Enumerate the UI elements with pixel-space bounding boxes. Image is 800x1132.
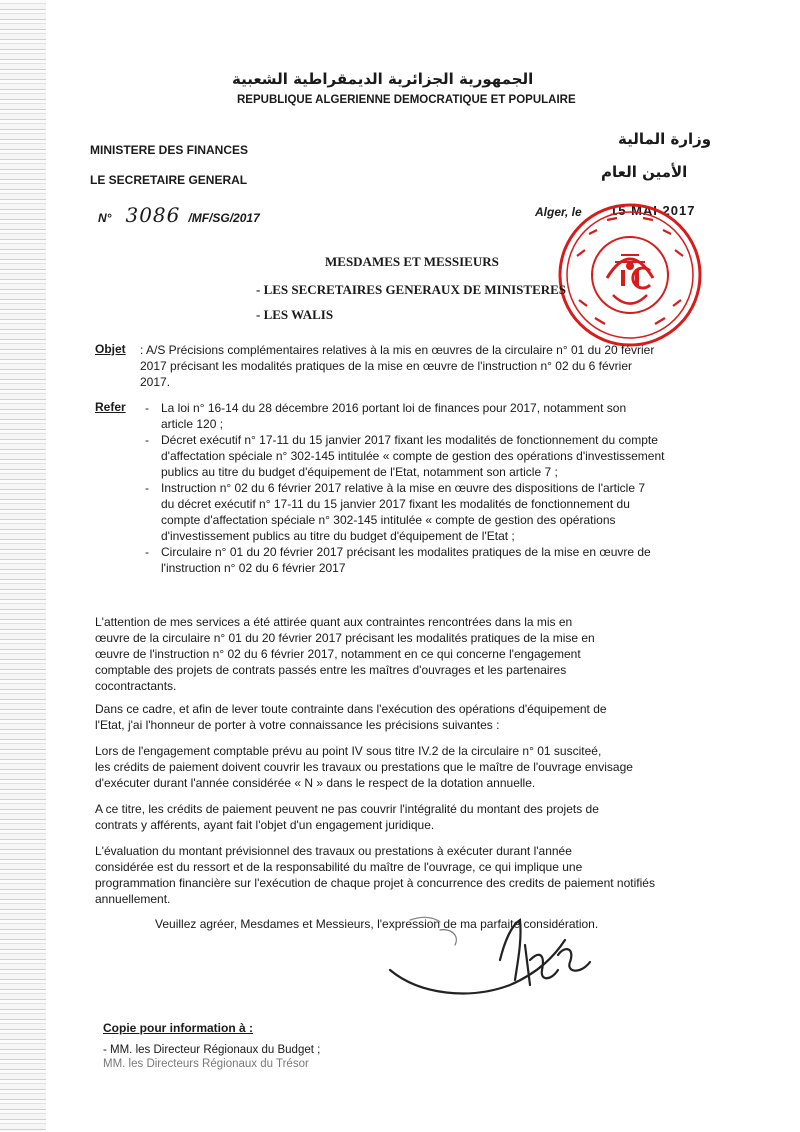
reference-line: d'investissement publics au titre du budget d'équipement de l'Etat ; [161,529,515,543]
reference-line: d'affectation spéciale n° 302-145 intitulée « compte de gestion des opérations d'investissement [161,449,665,463]
paragraph-line: d'exécuter durant l'année considérée « N » dans le respect de la dotation annuelle. [95,776,536,790]
handwritten-signature [380,900,610,1010]
copy-item: MM. les Directeurs Régionaux du Trésor [103,1058,309,1070]
paragraph-line: Lors de l'engagement comptable prévu au point IV sous titre IV.2 de la circulaire n° 01 susciteé, [95,744,602,758]
paragraph-line: L'attention de mes services a été attirée quant aux contraintes rencontrées dans la mis en [95,615,573,629]
paragraph-line: Dans ce cadre, et afin de lever toute contrainte dans l'exécution des opérations d'équipement de [95,702,607,716]
reference-line: - La loi n° 16-14 du 28 décembre 2016 portant loi de finances pour 2017, notamment son [161,401,627,415]
reference-number [98,203,260,227]
secretary-general-fr: LE SECRETAIRE GENERAL [90,173,248,187]
reference-line: - Décret exécutif n° 17-11 du 15 janvier 2017 fixant les modalités de fonctionnement du compte [161,433,658,447]
reference-handwritten-number: 3086 [125,203,181,227]
paragraph-line: contrats y afférents, ayant fait l'objet d'un engagement juridique. [95,818,435,832]
paragraph-line: annuellement. [95,892,171,906]
object-line: 2017. [140,375,171,389]
scan-left-border [0,0,46,1132]
paragraph-evaluation [95,843,655,907]
ministry-name-fr: MINISTERE DES FINANCES [90,143,249,157]
paragraph-line: considérée est du ressort et de la responsabilité du maître de l'ouvrage, ce qui implique une [95,860,583,874]
reference-suffix: /MF/SG/2017 [188,211,260,225]
addressee-secretaries: - LES SECRETAIRES GENERAUX DE MINISTERES [256,282,567,297]
reference-line: article 120 ; [161,417,224,431]
paragraph-credits [95,801,599,833]
copy-label: Copie pour information à : [103,1021,253,1035]
paragraph-line: l'Etat, j'ai l'honneur de porter à votre connaissance les précisions suivantes : [95,718,500,732]
french-republic-header: REPUBLIQUE ALGERIENNE DEMOCRATIQUE ET POPULAIRE [237,94,576,106]
object-line: : A/S Précisions complémentaires relatives à la mis en œuvres de la circulaire n° 01 du 20 février [140,343,655,357]
reference-item [145,432,664,480]
date-stamp: 15 MAI 2017 [610,203,696,218]
object-label: Objet [95,342,126,356]
reference-line: compte d'affectation spéciale n° 302-145 intitulée « compte de gestion des opérations [161,513,616,527]
paragraph-engagement [95,743,633,791]
paragraph-line: œuvre de la circulaire n° 01 du 20 février 2017 précisant les modalités pratiques de la mise en [95,631,595,645]
paragraph-line: programmation financière sur l'exécution de chaque projet à concurrence des credits de paiement notifiés [95,876,655,890]
paragraph-line: les crédits de paiement doivent couvrir les travaux ou prestations que le maître de l'ouvrage envisage [95,760,633,774]
paragraph-line: comptable des projets de contrats passés entre les maîtres d'ouvrages et les partenaires [95,663,567,677]
reference-prefix: N° [98,211,112,225]
paragraph-attention [95,614,595,694]
reference-item [145,480,664,544]
reference-line: - Circulaire n° 01 du 20 février 2017 précisant les modalites pratiques de la mise en œuvre de [161,545,651,559]
reference-item [145,544,664,576]
paragraph-line: A ce titre, les crédits de paiement peuvent ne pas couvrir l'intégralité du montant des projets de [95,802,599,816]
reference-line: publics au titre du budget d'équipement de l'Etat, notamment son article 7 ; [161,465,558,479]
paragraph-context [95,701,607,733]
ministry-name-ar: وزارة المالية [618,130,712,148]
copy-item: - MM. les Directeur Régionaux du Budget ; [103,1044,321,1056]
references-label: Refer [95,400,126,414]
salutation: MESDAMES ET MESSIEURS [325,254,499,269]
reference-line: - Instruction n° 02 du 6 février 2017 relative à la mise en œuvre des dispositions de l'article 7 [161,481,646,495]
reference-line: l'instruction n° 02 du 6 février 2017 [161,561,346,575]
place-label: Alger, le [535,205,582,219]
secretary-general-ar: الأمين العام [601,163,688,181]
official-seal-stamp [555,200,705,350]
copy-list [103,1043,320,1071]
paragraph-line: cocontractants. [95,679,177,693]
paragraph-line: œuvre de l'instruction n° 02 du 6 février 2017, notamment en ce qui concerne l'engagement [95,647,581,661]
addressee-walis: - LES WALIS [256,307,334,322]
arabic-republic-header: الجمهورية الجزائرية الديمقراطية الشعبية [232,70,534,88]
paragraph-line: L'évaluation du montant prévisionnel des travaux ou prestations à exécuter durant l'année [95,844,572,858]
object-line: 2017 précisant les modalités pratiques de la mise en œuvre de l'instruction n° 02 du 6 février [140,359,633,373]
closing-formula: Veuillez agréer, Mesdames et Messieurs, l'expression de ma parfaite considération. [155,917,599,931]
object-text [140,342,654,390]
reference-line: du décret exécutif n° 17-11 du 15 janvier 2017 fixant les modalités de fonctionnement du [161,497,630,511]
reference-item [145,400,664,432]
references-list [145,400,664,576]
